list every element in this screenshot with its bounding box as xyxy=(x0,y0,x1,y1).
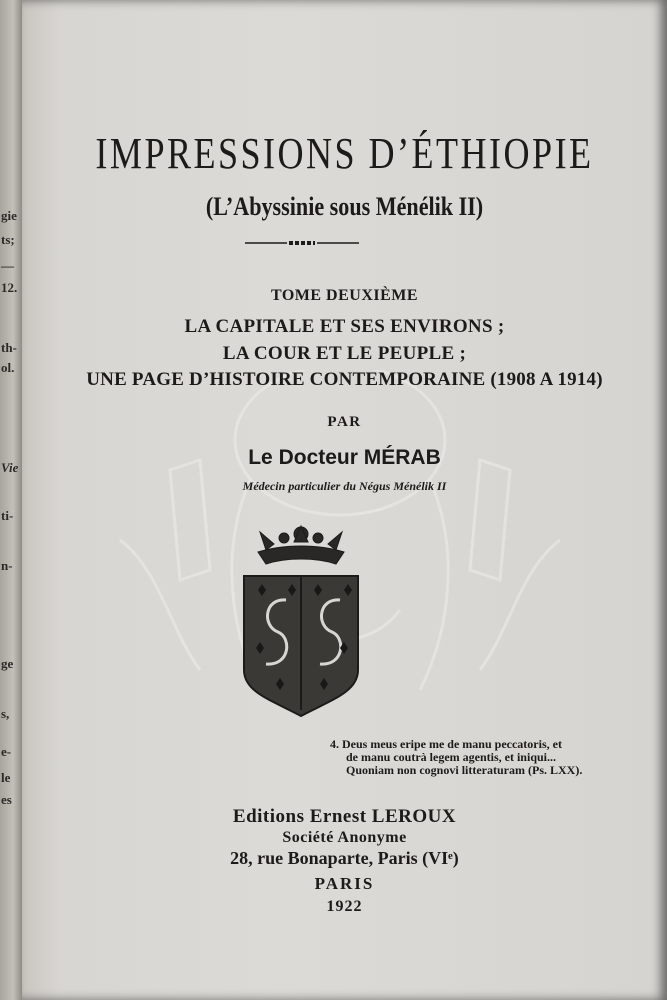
publisher-name: Editions Ernest LEROUX xyxy=(232,806,457,827)
footnote-line: 4. Deus meus eripe me de manu peccatoris, et xyxy=(330,737,562,751)
publisher-type: Société Anonyme xyxy=(282,829,407,846)
contents-line: LA CAPITALE ET SES ENVIRONS ; xyxy=(184,316,505,337)
epigraph-footnote xyxy=(330,738,620,777)
contents-line: LA COUR ET LE PEUPLE ; xyxy=(222,343,467,364)
footnote-line: Quoniam non cognovi litteraturam (Ps. LXX). xyxy=(346,763,583,777)
volume-label: TOME DEUXIÈME xyxy=(270,287,419,304)
author-name: Le Docteur MÉRAB xyxy=(248,446,441,469)
margin-fragment: ti- xyxy=(1,508,14,523)
ornamental-divider xyxy=(245,240,359,246)
margin-fragment: gie xyxy=(1,208,17,223)
margin-fragment: ts; xyxy=(1,232,15,247)
margin-fragment: ge xyxy=(1,656,14,671)
author-role: Médecin particulier du Négus Ménélik II xyxy=(242,479,447,493)
contents-line: UNE PAGE D’HISTOIRE CONTEMPORAINE (1908 A 1914) xyxy=(86,369,603,390)
publication-year: 1922 xyxy=(326,898,363,915)
margin-fragment: s, xyxy=(1,706,10,721)
coat-of-arms-icon xyxy=(236,520,366,725)
margin-fragment: e- xyxy=(1,744,12,759)
margin-fragment: th- xyxy=(1,340,17,355)
publication-city: PARIS xyxy=(314,874,375,893)
left-page-fragments xyxy=(0,0,22,1000)
publisher-address: 28, rue Bonaparte, Paris (VIᵉ) xyxy=(230,848,459,868)
by-label: PAR xyxy=(327,414,362,430)
book-subtitle: (L’Abyssinie sous Ménélik II) xyxy=(205,192,484,221)
margin-fragment: es xyxy=(1,792,12,807)
margin-fragment: ol. xyxy=(1,360,15,375)
margin-fragment: 12. xyxy=(1,280,18,295)
margin-fragment: le xyxy=(1,770,11,785)
margin-fragment: n- xyxy=(1,558,13,573)
footnote-line: de manu coutrà legem agentis, et iniqui... xyxy=(346,750,556,764)
margin-fragment: — xyxy=(1,258,14,273)
book-title: IMPRESSIONS D’ÉTHIOPIE xyxy=(95,129,594,178)
margin-fragment: Vie xyxy=(1,460,19,475)
